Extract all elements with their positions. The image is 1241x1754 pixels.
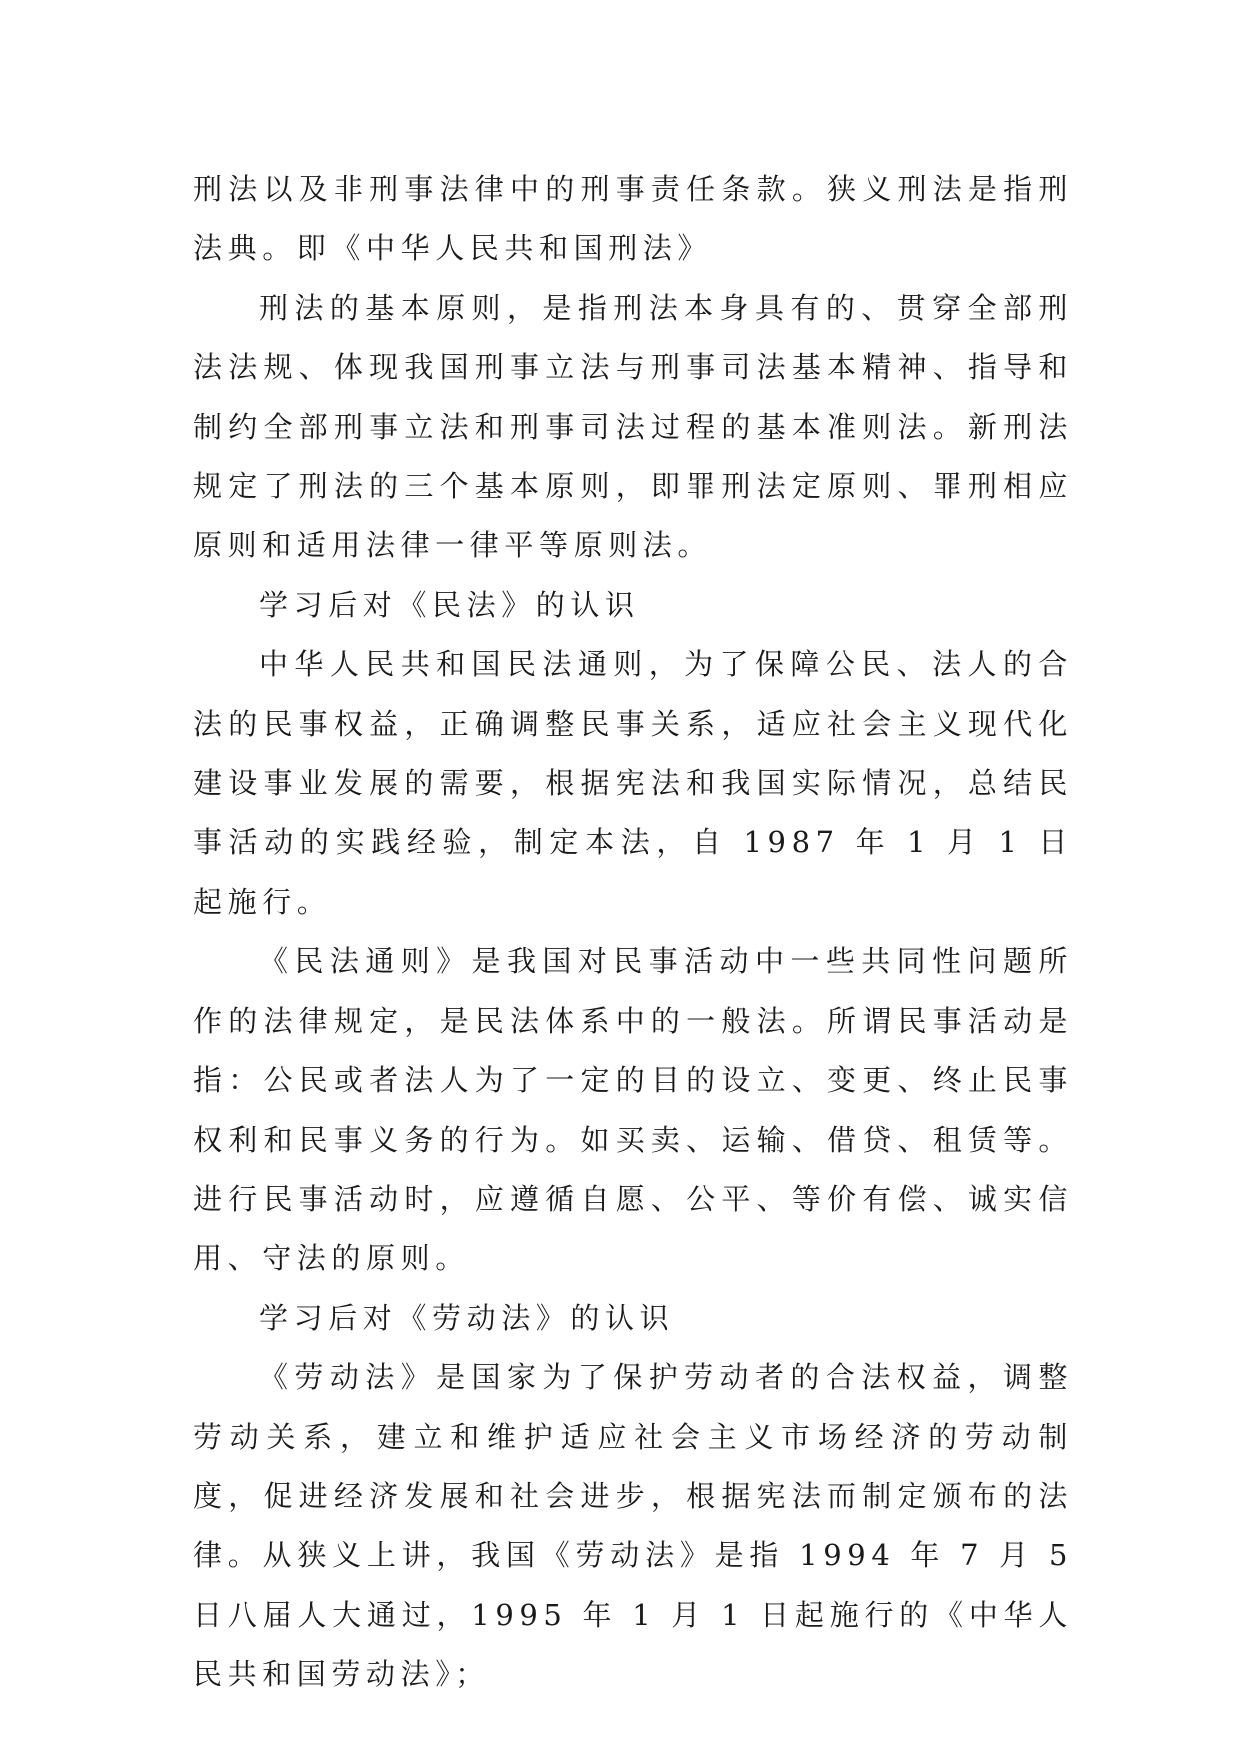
paragraph-civil-activities: 《民法通则》是我国对民事活动中一些共同性问题所作的法律规定，是民法体系中的一般法。所谓民事活动是指：公民或者法人为了一定的目的设立、变更、终止民事权利和民事义务的行为。如买卖、运输、借贷、租赁等。进行民事活动时，应遵循自愿、公平、等价有偿、诚实信用、守法的原则。 [193, 944, 1073, 1276]
paragraph-labor-law-definition: 《劳动法》是国家为了保护劳动者的合法权益，调整劳动关系，建立和维护适应社会主义市场经济的劳动制度，促进经济发展和社会进步，根据宪法而制定颁布的法律。从狭义上讲，我国《劳动法》是指 1994 年 7 月 5 日八届人大通过，1995 年 1 月 1 日起施行的《中华人民共和国劳动法》； [193, 1360, 1073, 1692]
document-body [193, 160, 1073, 1705]
paragraph-criminal-law-scope: 刑法以及非刑事法律中的刑事责任条款。狭义刑法是指刑法典。即《中华人民共和国刑法》 [193, 172, 1073, 266]
heading-labor-law: 学习后对《劳动法》的认识 [259, 1300, 675, 1335]
heading-civil-law: 学习后对《民法》的认识 [259, 587, 640, 622]
paragraph-civil-law-general-rules: 中华人民共和国民法通则，为了保障公民、法人的合法的民事权益，正确调整民事关系，适应社会主义现代化建设事业发展的需要，根据宪法和我国实际情况，总结民事活动的实践经验，制定本法，自 1987 年 1 月 1 日起施行。 [193, 647, 1073, 919]
paragraph-criminal-law-principles: 刑法的基本原则，是指刑法本身具有的、贯穿全部刑法法规、体现我国刑事立法与刑事司法基本精神、指导和制约全部刑事立法和刑事司法过程的基本准则法。新刑法规定了刑法的三个基本原则，即罪刑法定原则、罪刑相应原则和适用法律一律平等原则法。 [193, 290, 1073, 563]
